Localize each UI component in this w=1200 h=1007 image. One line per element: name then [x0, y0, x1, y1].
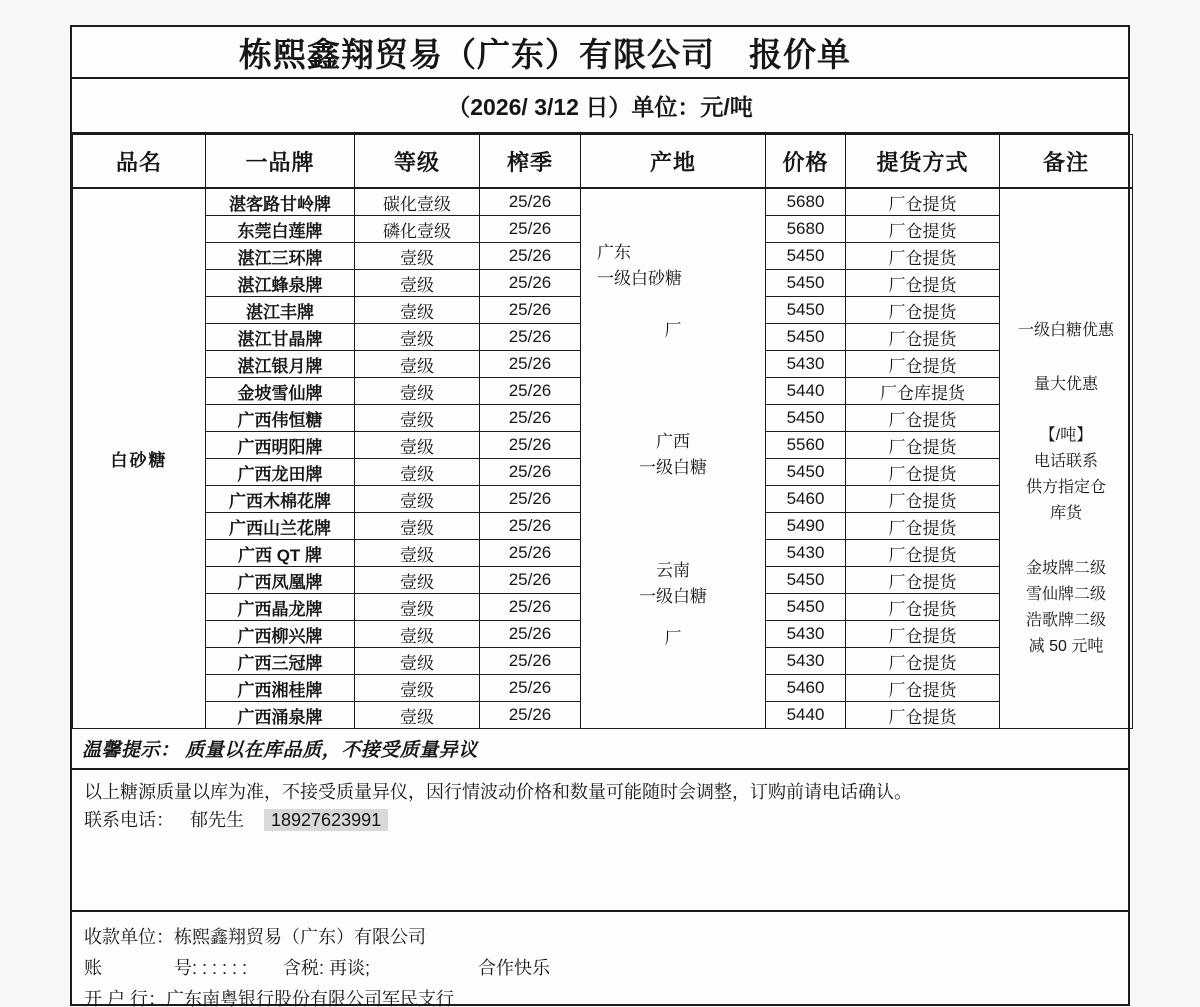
header-cell: 一品牌 — [206, 135, 355, 189]
season-cell: 25/26 — [480, 297, 581, 324]
pickup-cell: 厂仓提货 — [846, 243, 1000, 270]
season-cell: 25/26 — [480, 648, 581, 675]
brand-cell: 广西明阳牌 — [206, 432, 355, 459]
grade-cell: 壹级 — [355, 540, 480, 567]
price-cell: 5680 — [766, 188, 846, 216]
brand-cell: 广西 QT 牌 — [206, 540, 355, 567]
header-cell: 品名 — [73, 135, 206, 189]
header-cell: 提货方式 — [846, 135, 1000, 189]
header-cell: 榨季 — [480, 135, 581, 189]
pickup-cell: 厂仓提货 — [846, 405, 1000, 432]
contact-label: 联系电话： — [84, 810, 174, 830]
grade-cell: 壹级 — [355, 702, 480, 729]
merged-text-line: 厂 — [664, 628, 682, 648]
season-cell: 25/26 — [480, 567, 581, 594]
merged-text-line: 减 50 元吨 — [1028, 637, 1104, 655]
brand-cell: 金坡雪仙牌 — [206, 378, 355, 405]
notes-section — [72, 770, 1128, 912]
pickup-cell: 厂仓提货 — [846, 486, 1000, 513]
season-cell: 25/26 — [480, 432, 581, 459]
brand-cell: 广西晶龙牌 — [206, 594, 355, 621]
season-cell: 25/26 — [480, 459, 581, 486]
pickup-cell: 厂仓提货 — [846, 188, 1000, 216]
pickup-cell: 厂仓提货 — [846, 459, 1000, 486]
date-row — [72, 79, 1128, 134]
price-table-body — [73, 188, 1133, 729]
header-cell: 备注 — [1000, 135, 1133, 189]
notes-line: 以上糖源质量以库为准，不接受质量异仪，因行情波动价格和数量可能随时会调整，订购前请电话确认。 — [84, 782, 912, 802]
grade-cell: 壹级 — [355, 459, 480, 486]
price-cell: 5440 — [766, 702, 846, 729]
price-cell: 5450 — [766, 567, 846, 594]
merged-text-line: 广东 — [597, 243, 631, 263]
grade-cell: 壹级 — [355, 351, 480, 378]
merged-text-line: 电话联系 — [1033, 453, 1098, 471]
grade-cell: 壹级 — [355, 270, 480, 297]
season-cell: 25/26 — [480, 513, 581, 540]
header-cell: 等级 — [355, 135, 480, 189]
season-cell: 25/26 — [480, 540, 581, 567]
price-cell: 5460 — [766, 675, 846, 702]
brand-cell: 广西山兰花牌 — [206, 513, 355, 540]
price-cell: 5430 — [766, 621, 846, 648]
brand-cell: 湛客路甘岭牌 — [206, 188, 355, 216]
price-cell: 5430 — [766, 648, 846, 675]
grade-cell: 壹级 — [355, 513, 480, 540]
pickup-cell: 厂仓提货 — [846, 648, 1000, 675]
grade-cell: 壹级 — [355, 324, 480, 351]
season-cell: 25/26 — [480, 405, 581, 432]
price-cell: 5450 — [766, 405, 846, 432]
merged-text-line: 浩歌牌二级 — [1025, 611, 1106, 629]
bank-branch-line: 开 户 行：广东南粤银行股份有限公司军民支行 — [84, 989, 454, 1007]
pickup-cell: 厂仓提货 — [846, 216, 1000, 243]
brand-cell: 广西龙田牌 — [206, 459, 355, 486]
pickup-cell: 厂仓提货 — [846, 621, 1000, 648]
merged-text-line: 供方指定仓 — [1025, 479, 1106, 497]
season-cell: 25/26 — [480, 324, 581, 351]
merged-text-line: 一级白糖优惠 — [1017, 322, 1114, 340]
merged-text-line: 量大优惠 — [1033, 376, 1098, 394]
brand-cell: 东莞白莲牌 — [206, 216, 355, 243]
phone-number: 18927623991 — [264, 809, 388, 831]
price-cell: 5460 — [766, 486, 846, 513]
brand-cell: 湛江三环牌 — [206, 243, 355, 270]
season-cell: 25/26 — [480, 351, 581, 378]
merged-text-line: 广西 — [656, 431, 690, 451]
merged-text-line: 库货 — [1049, 505, 1082, 523]
pickup-cell: 厂仓提货 — [846, 513, 1000, 540]
grade-cell: 磷化壹级 — [355, 216, 480, 243]
merged-text-line: 云南 — [656, 561, 690, 581]
pickup-cell: 厂仓提货 — [846, 702, 1000, 729]
tip-text: 温馨提示： 质量以在库品质，不接受质量异议 — [82, 740, 478, 761]
merged-text-line: 厂 — [664, 321, 682, 341]
remark-cell — [1000, 188, 1133, 729]
origin-cell — [581, 188, 766, 729]
price-cell: 5450 — [766, 297, 846, 324]
brand-cell: 广西涌泉牌 — [206, 702, 355, 729]
merged-text-line: 一级白糖 — [639, 587, 707, 607]
grade-cell: 壹级 — [355, 621, 480, 648]
price-cell: 5450 — [766, 243, 846, 270]
contact-line — [84, 806, 1116, 834]
brand-cell: 湛江丰牌 — [206, 297, 355, 324]
season-cell: 25/26 — [480, 702, 581, 729]
brand-cell: 湛江甘晶牌 — [206, 324, 355, 351]
merged-text-line: 一级白砂糖 — [597, 269, 682, 289]
merged-text-line: 雪仙牌二级 — [1025, 585, 1106, 603]
brand-cell: 广西凤凰牌 — [206, 567, 355, 594]
price-cell: 5450 — [766, 270, 846, 297]
brand-cell: 广西湘桂牌 — [206, 675, 355, 702]
season-cell: 25/26 — [480, 594, 581, 621]
pickup-cell: 厂仓提货 — [846, 351, 1000, 378]
grade-cell: 壹级 — [355, 378, 480, 405]
season-cell: 25/26 — [480, 188, 581, 216]
company-title: 栋熙鑫翔贸易（广东）有限公司 报价单 — [239, 35, 851, 73]
season-cell: 25/26 — [480, 270, 581, 297]
price-cell: 5450 — [766, 594, 846, 621]
grade-cell: 壹级 — [355, 486, 480, 513]
grade-cell: 碳化壹级 — [355, 188, 480, 216]
season-cell: 25/26 — [480, 216, 581, 243]
header-cell: 价格 — [766, 135, 846, 189]
season-cell: 25/26 — [480, 378, 581, 405]
grade-cell: 壹级 — [355, 567, 480, 594]
pickup-cell: 厂仓提货 — [846, 432, 1000, 459]
tip-row — [72, 729, 1128, 770]
brand-cell: 广西柳兴牌 — [206, 621, 355, 648]
date-unit-line: （2026/ 3/12 日）单位：元/吨 — [447, 94, 753, 120]
brand-cell: 湛江蜂泉牌 — [206, 270, 355, 297]
price-cell: 5430 — [766, 351, 846, 378]
pickup-cell: 厂仓库提货 — [846, 378, 1000, 405]
price-cell: 5440 — [766, 378, 846, 405]
grade-cell: 壹级 — [355, 432, 480, 459]
contact-name: 郁先生 — [190, 810, 244, 830]
grade-cell: 壹级 — [355, 594, 480, 621]
pickup-cell: 厂仓提货 — [846, 297, 1000, 324]
price-table — [72, 134, 1133, 729]
header-cell: 产地 — [581, 135, 766, 189]
grade-cell: 壹级 — [355, 675, 480, 702]
pickup-cell: 厂仓提货 — [846, 567, 1000, 594]
grade-cell: 壹级 — [355, 648, 480, 675]
pickup-cell: 厂仓提货 — [846, 675, 1000, 702]
pickup-cell: 厂仓提货 — [846, 594, 1000, 621]
price-cell: 5680 — [766, 216, 846, 243]
season-cell: 25/26 — [480, 486, 581, 513]
product-name-cell: 白砂糖 — [73, 188, 206, 729]
grade-cell: 壹级 — [355, 405, 480, 432]
price-cell: 5430 — [766, 540, 846, 567]
brand-cell: 广西三冠牌 — [206, 648, 355, 675]
pickup-cell: 厂仓提货 — [846, 540, 1000, 567]
header-row — [73, 135, 1133, 189]
pickup-cell: 厂仓提货 — [846, 270, 1000, 297]
pickup-cell: 厂仓提货 — [846, 324, 1000, 351]
merged-text-line: 一级白糖 — [639, 457, 707, 477]
season-cell: 25/26 — [480, 675, 581, 702]
grade-cell: 壹级 — [355, 243, 480, 270]
brand-cell: 湛江银月牌 — [206, 351, 355, 378]
quotation-sheet — [70, 25, 1130, 1006]
merged-text-line: 金坡牌二级 — [1025, 559, 1106, 577]
grade-cell: 壹级 — [355, 297, 480, 324]
price-cell: 5450 — [766, 324, 846, 351]
price-cell: 5490 — [766, 513, 846, 540]
table-row — [73, 188, 1133, 216]
season-cell: 25/26 — [480, 621, 581, 648]
price-cell: 5450 — [766, 459, 846, 486]
price-cell: 5560 — [766, 432, 846, 459]
bank-section — [72, 912, 1128, 1007]
brand-cell: 广西木棉花牌 — [206, 486, 355, 513]
season-cell: 25/26 — [480, 243, 581, 270]
merged-text-line: 【/吨】 — [1039, 427, 1093, 445]
payee-line: 收款单位：栋熙鑫翔贸易（广东）有限公司 — [84, 927, 426, 947]
account-line: 账 号: : : : : : 含税: 再谈; 合作快乐 — [84, 958, 551, 978]
brand-cell: 广西伟恒糖 — [206, 405, 355, 432]
title-row — [72, 27, 1128, 79]
